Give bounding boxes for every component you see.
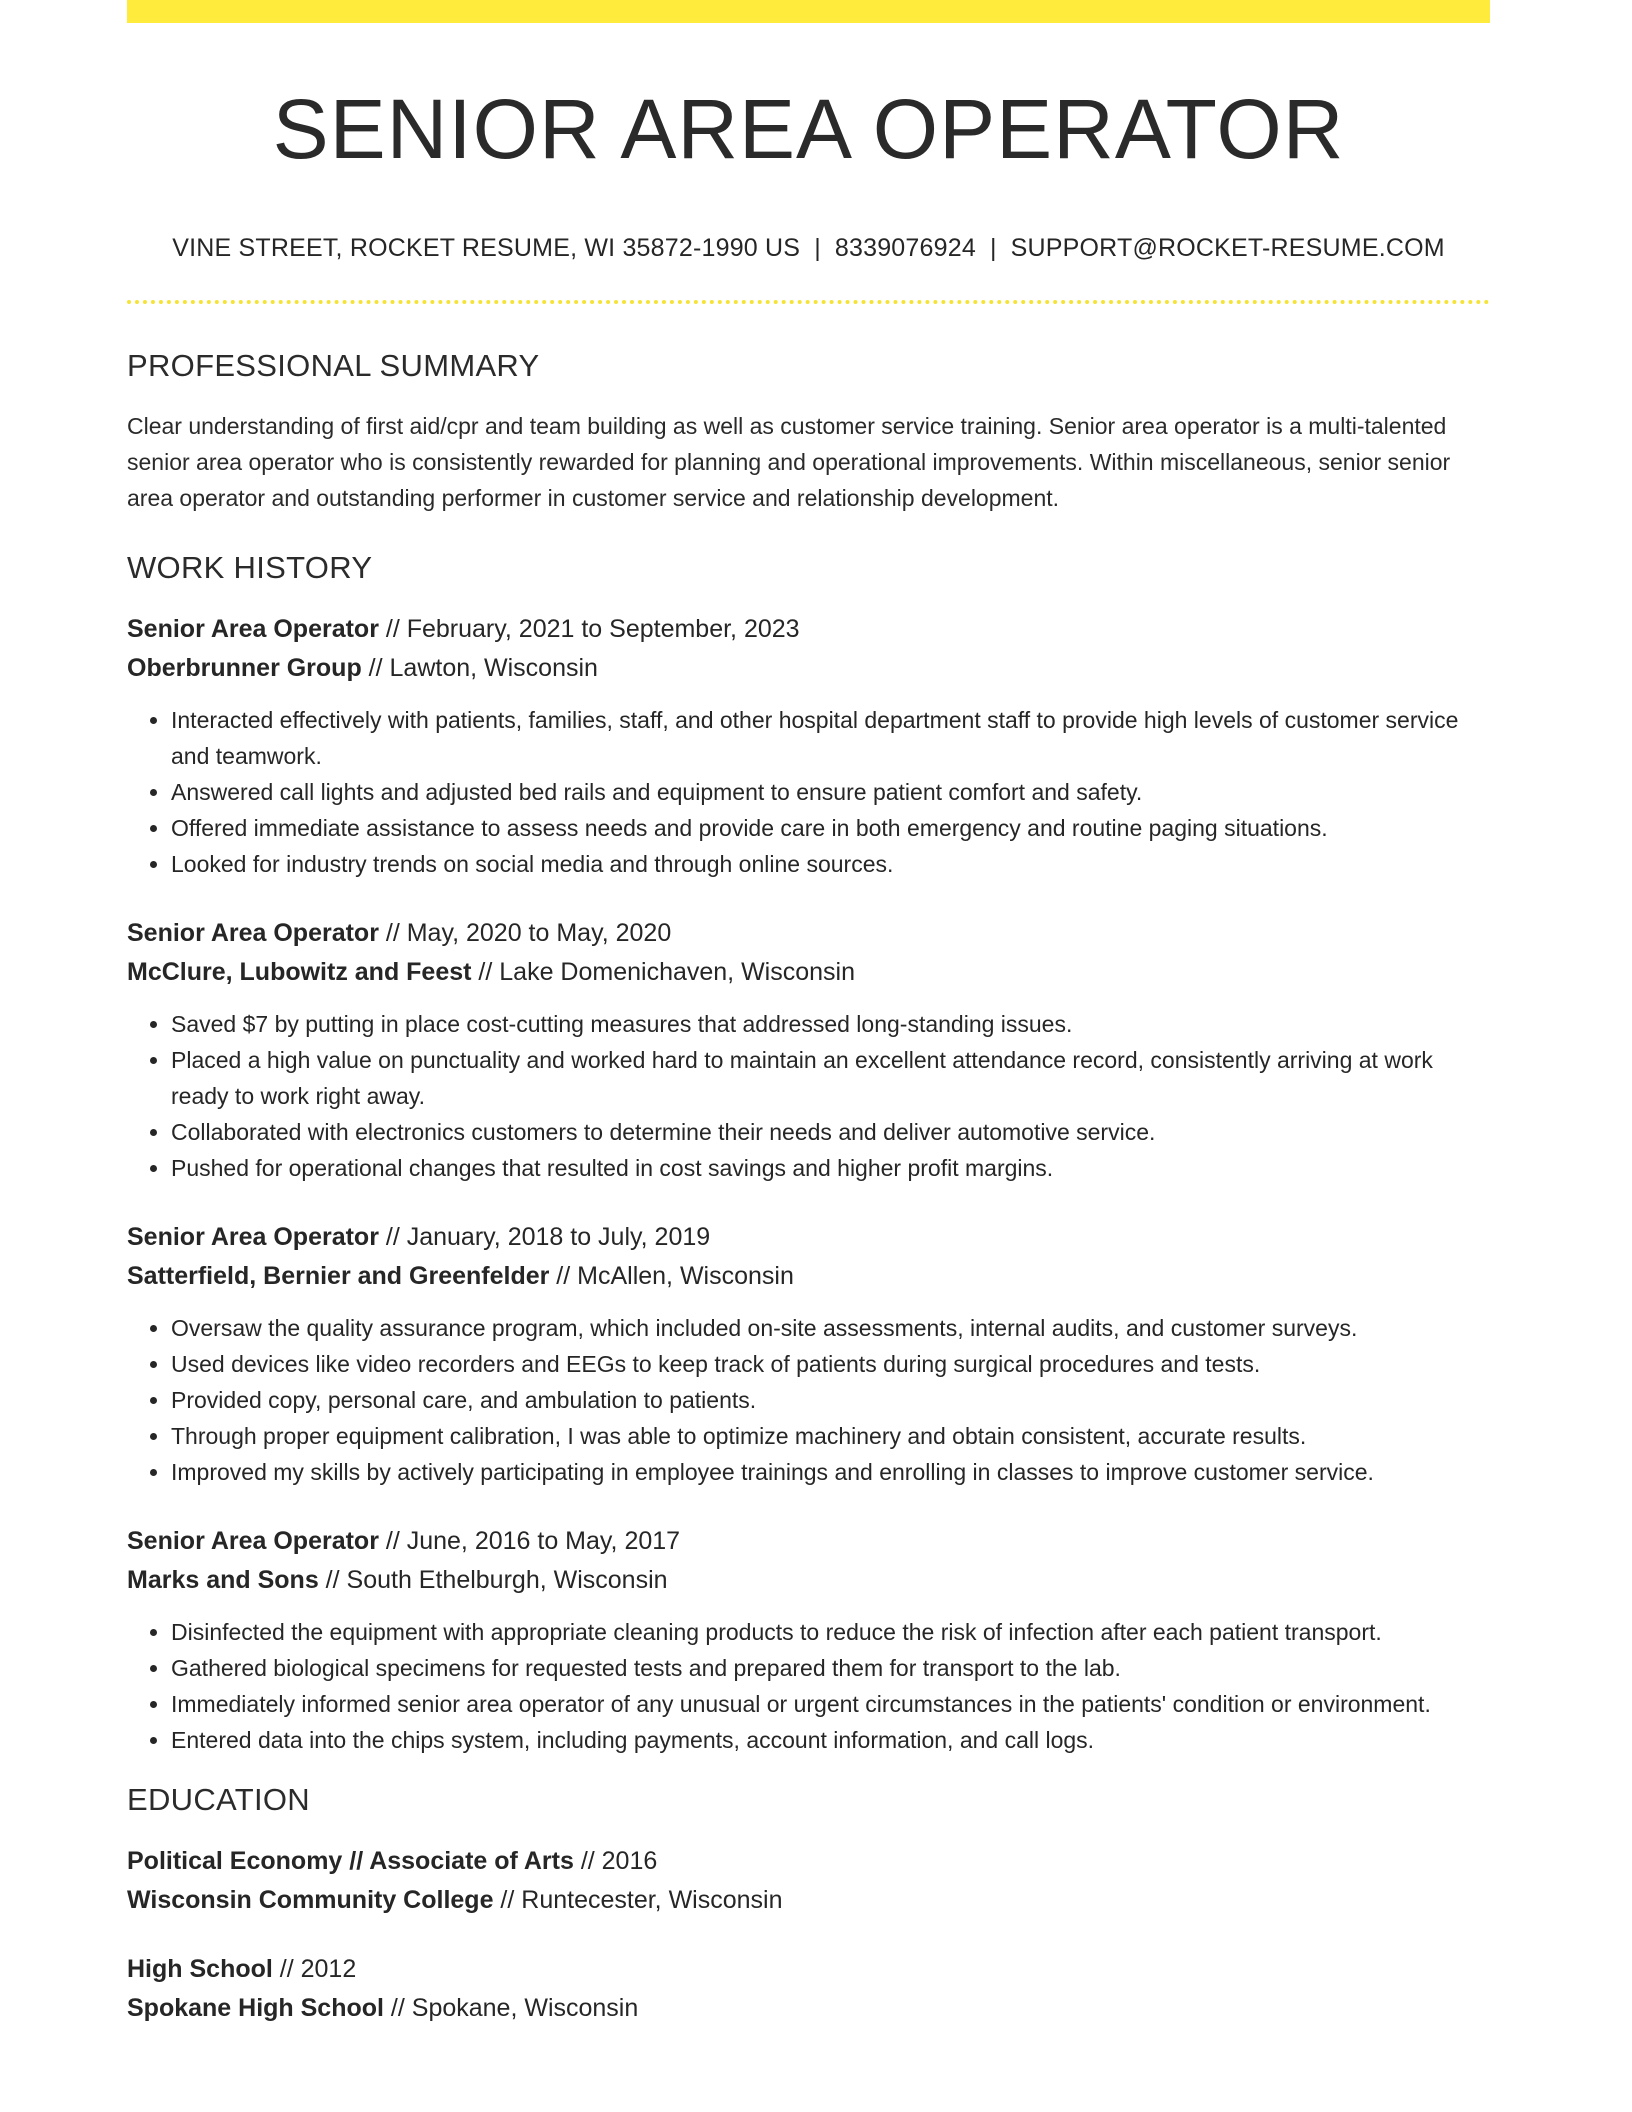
summary-heading: PROFESSIONAL SUMMARY — [127, 348, 540, 384]
job-company-line — [127, 953, 1490, 992]
bullet-item: • Offered immediate assistance to assess needs and provide care in both emergency and routine paging situations. — [171, 810, 1490, 846]
bullet-item: • Placed a high value on punctuality and worked hard to maintain an excellent attendance record, consistently arriving at work ready to work right away. — [171, 1042, 1490, 1114]
job-dates: // January, 2018 to July, 2019 — [378, 1223, 711, 1252]
job-company-line — [127, 1561, 1490, 1600]
bullet-item: • Disinfected the equipment with appropriate cleaning products to reduce the risk of infection after each patient transport. — [171, 1614, 1490, 1650]
job-entry — [127, 1522, 1490, 1758]
job-location: // South Ethelburgh, Wisconsin — [318, 1566, 668, 1595]
job-bullets — [127, 702, 1490, 882]
bullet-item: • Gathered biological specimens for requested tests and prepared them for transport to the lab. — [171, 1650, 1490, 1686]
job-bullets — [127, 1006, 1490, 1186]
degree-name: Political Economy // Associate of Arts — [127, 1847, 574, 1876]
bullet-item: • Used devices like video recorders and EEGs to keep track of patients during surgical procedures and tests. — [171, 1346, 1490, 1382]
school-name: Spokane High School — [127, 1994, 384, 2023]
company-name: Oberbrunner Group — [127, 654, 362, 683]
summary-text: Clear understanding of first aid/cpr and team building as well as customer service training. Senior area operator is a multi-talented senior area operator who is consistently rewarded for planning and operational improvements. Within miscellaneous, senior senior area operator and outstanding performer in customer service and relationship development. — [127, 413, 1451, 512]
job-company-line — [127, 649, 1490, 688]
job-dates: // June, 2016 to May, 2017 — [378, 1527, 681, 1556]
work-history-heading: WORK HISTORY — [127, 550, 373, 586]
job-title: Senior Area Operator — [127, 919, 379, 948]
school-name: Wisconsin Community College — [127, 1886, 494, 1915]
contact-separator: | — [814, 234, 821, 263]
bullet-item: • Collaborated with electronics customers to determine their needs and deliver automotive service. — [171, 1114, 1490, 1150]
job-title: Senior Area Operator — [127, 1527, 379, 1556]
accent-bar — [127, 0, 1490, 23]
job-location: // Lawton, Wisconsin — [361, 654, 598, 683]
school-location: // Spokane, Wisconsin — [383, 1994, 639, 2023]
phone-number: 8339076924 — [834, 234, 976, 263]
bullet-item: • Looked for industry trends on social media and through online sources. — [171, 846, 1490, 882]
email-address: SUPPORT@ROCKET-RESUME.COM — [1010, 234, 1445, 263]
contact-info — [127, 233, 1490, 263]
degree-name: High School — [127, 1955, 273, 1984]
job-title-line — [127, 1522, 1490, 1561]
job-location: // McAllen, Wisconsin — [549, 1262, 794, 1291]
dotted-divider — [127, 300, 1490, 304]
bullet-item: • Oversaw the quality assurance program, which included on-site assessments, internal audits, and customer surveys. — [171, 1310, 1490, 1346]
degree-line — [127, 1950, 1490, 1989]
school-location: // Runtecester, Wisconsin — [493, 1886, 783, 1915]
job-title: Senior Area Operator — [127, 615, 379, 644]
job-bullets — [127, 1614, 1490, 1758]
company-name: Satterfield, Bernier and Greenfelder — [127, 1262, 550, 1291]
company-name: McClure, Lubowitz and Feest — [127, 958, 472, 987]
bullet-item: • Saved $7 by putting in place cost-cutting measures that addressed long-standing issues. — [171, 1006, 1490, 1042]
resume-page — [127, 0, 1490, 2028]
job-title-line — [127, 610, 1490, 649]
education-entry — [127, 1842, 1490, 1920]
bullet-item: • Answered call lights and adjusted bed rails and equipment to ensure patient comfort and safety. — [171, 774, 1490, 810]
graduation-year: // 2016 — [573, 1847, 658, 1876]
job-entry — [127, 1218, 1490, 1490]
job-title-line — [127, 1218, 1490, 1257]
job-location: // Lake Domenichaven, Wisconsin — [471, 958, 855, 987]
school-line — [127, 1989, 1490, 2028]
bullet-item: • Pushed for operational changes that resulted in cost savings and higher profit margins. — [171, 1150, 1490, 1186]
job-dates: // May, 2020 to May, 2020 — [378, 919, 672, 948]
education-heading: EDUCATION — [127, 1782, 310, 1818]
job-company-line — [127, 1257, 1490, 1296]
job-entry — [127, 610, 1490, 882]
bullet-item: • Improved my skills by actively participating in employee trainings and enrolling in classes to improve customer service. — [171, 1454, 1490, 1490]
job-entry — [127, 914, 1490, 1186]
bullet-item: • Provided copy, personal care, and ambulation to patients. — [171, 1382, 1490, 1418]
graduation-year: // 2012 — [272, 1955, 357, 1984]
job-title-line — [127, 914, 1490, 953]
job-title: Senior Area Operator — [127, 1223, 379, 1252]
bullet-item: • Entered data into the chips system, including payments, account information, and call logs. — [171, 1722, 1490, 1758]
bullet-item: • Immediately informed senior area operator of any unusual or urgent circumstances in the patients' condition or environment. — [171, 1686, 1490, 1722]
address: VINE STREET, ROCKET RESUME, WI 35872-1990 US — [172, 234, 801, 263]
school-line — [127, 1881, 1490, 1920]
education-entry — [127, 1950, 1490, 2028]
job-bullets — [127, 1310, 1490, 1490]
page-title: SENIOR AREA OPERATOR — [272, 82, 1345, 176]
company-name: Marks and Sons — [127, 1566, 319, 1595]
bullet-item: • Interacted effectively with patients, families, staff, and other hospital department staff to provide high levels of customer service and teamwork. — [171, 702, 1490, 774]
degree-line — [127, 1842, 1490, 1881]
contact-separator: | — [989, 234, 997, 263]
bullet-item: • Through proper equipment calibration, I was able to optimize machinery and obtain consistent, accurate results. — [171, 1418, 1490, 1454]
job-dates: // February, 2021 to September, 2023 — [378, 615, 800, 644]
